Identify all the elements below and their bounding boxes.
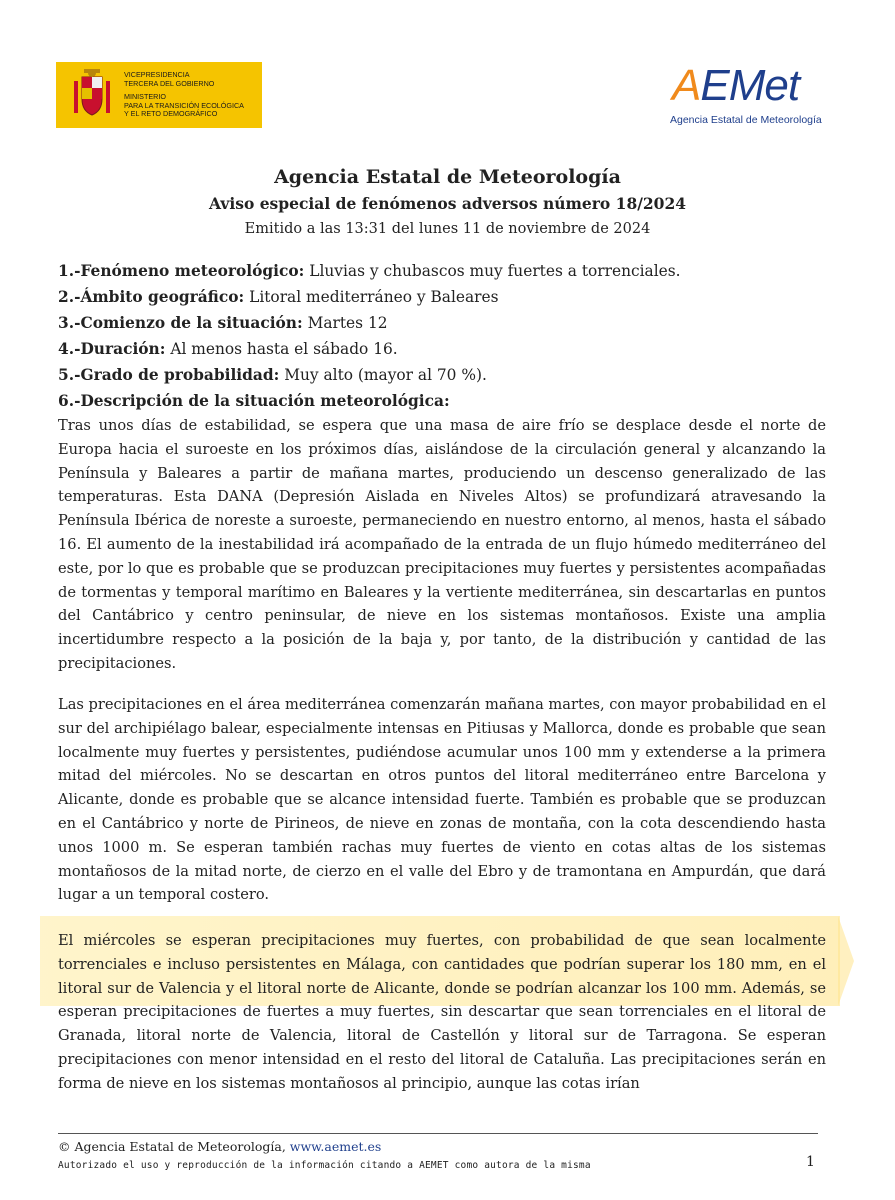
field-start (58, 310, 838, 336)
footer-divider (58, 1133, 818, 1134)
title-block (0, 164, 895, 240)
aemet-wordmark (672, 60, 799, 112)
field-description (58, 388, 838, 414)
warning-subtitle: Aviso especial de fenómenos adversos número 18/2024 (208, 194, 687, 213)
government-logo (56, 62, 262, 128)
field-label: 3.-Comienzo de la situación: (58, 314, 303, 332)
field-value: Al menos hasta el sábado 16. (165, 340, 398, 358)
field-phenomenon (58, 258, 838, 284)
field-value: Litoral mediterráneo y Baleares (244, 288, 499, 306)
aemet-logo-subtitle: Agencia Estatal de Meteorología (670, 114, 822, 126)
footer-notice: Autorizado el uso y reproducción de la información citando a AEMET como autora de la misma (58, 1160, 591, 1171)
warning-fields (58, 258, 838, 414)
footer-copyright (58, 1139, 381, 1155)
highlighter-mark-tip (838, 916, 854, 1006)
paragraph-situation: Tras unos días de estabilidad, se espera que una masa de aire frío se desplace desde el norte de Europa hacia el suroeste en los próximos días, aislándose de la circulación general y alcanzando la Península y Baleares a partir de mañana martes, produciendo un descenso generalizado de las temperaturas. Esta DANA (Depresión Aislada en Niveles Altos) se profundizará atravesando la Península Ibérica de noreste a suroeste, permaneciendo en nuestro entorno, al menos, hasta el sábado 16. El aumento de la inestabilidad irá acompañado de la entrada de un flujo húmedo mediterráneo del este, por lo que es probable que se produzcan precipitaciones muy fuertes y persistentes acompañadas de tormentas y temporal marítimo en Baleares y la vertiente mediterránea, sin descartarlas en puntos del Cantábrico y centro peninsular, de nieve en los sistemas montañosos. Existe una amplia incertidumbre respecto a la posición de la baja y, por tanto, de la distribución y cantidad de las precipitaciones. (58, 417, 826, 672)
field-label: 4.-Duración: (58, 340, 166, 358)
aemet-logo (664, 60, 824, 132)
aemet-website-link[interactable]: www.aemet.es (289, 1139, 382, 1154)
field-duration (58, 336, 838, 362)
aemet-wordmark-rest: EMet (700, 61, 800, 110)
aemet-wordmark-a: A (672, 61, 701, 110)
field-label: 2.-Ámbito geográfico: (58, 288, 245, 306)
issued-date: Emitido a las 13:31 del lunes 11 de noviembre de 2024 (244, 221, 651, 237)
gov-line: Y EL RETO DEMOGRÁFICO (124, 109, 218, 119)
page-number: 1 (806, 1154, 815, 1170)
field-value: Lluvias y chubascos muy fuertes a torrenciales. (304, 262, 681, 280)
field-label: 5.-Grado de probabilidad: (58, 366, 280, 384)
field-value: Martes 12 (302, 314, 388, 332)
field-value: Muy alto (mayor al 70 %). (279, 366, 487, 384)
gov-line: MINISTERIO (124, 92, 166, 102)
copyright-text: © Agencia Estatal de Meteorología, (58, 1139, 290, 1154)
gov-line: TERCERA DEL GOBIERNO (124, 78, 215, 88)
field-label: 1.-Fenómeno meteorológico: (58, 262, 305, 280)
gov-line: VICEPRESIDENCIA (124, 70, 190, 80)
field-area (58, 284, 838, 310)
government-logo-text (124, 71, 244, 118)
paragraph-tuesday: Las precipitaciones en el área mediterránea comenzarán mañana martes, con mayor probabilidad en el sur del archipiélago balear, especialmente intensas en Pitiusas y Mallorca, donde es probable que sean localmente muy fuertes y persistentes, pudiéndose acumular unos 100 mm y extenderse a la primera mitad del miércoles. No se descartan en otros puntos del litoral mediterráneo entre Barcelona y Alicante, donde es probable que se alcance intensidad fuerte. También es probable que se produzcan en el Cantábrico y norte de Pirineos, de nieve en zonas de montaña, con la cota descendiendo hasta unos 1000 m. Se esperan también rachas muy fuertes de viento en cotas altas de los sistemas montañosos de la mitad norte, de cierzo en el valle del Ebro y de tramontana en Ampurdán, que dará lugar a un temporal costero. (58, 696, 826, 904)
paragraph-wednesday: El miércoles se esperan precipitaciones muy fuertes, con probabilidad de que sean localmente torrenciales e incluso persistentes en Málaga, con cantidades que podrían superar los 180 mm, en el litoral sur de Valencia y el litoral norte de Alicante, donde se podrían alcanzar los 100 mm. Además, se esperan precipitaciones de fuertes a muy fuertes, sin descartar que sean torrenciales en el litoral de Granada, litoral norte de Valencia, litoral de Castellón y litoral sur de Tarragona. Se esperan precipitaciones con menor intensidad en el resto del litoral de Cataluña. Las precipitaciones serán en forma de nieve en los sistemas montañosos al principio, aunque las cotas irían (58, 932, 826, 1092)
field-probability (58, 362, 838, 388)
gov-line: PARA LA TRANSICIÓN ECOLÓGICA (124, 100, 244, 110)
field-label: 6.-Descripción de la situación meteorológica: (58, 392, 450, 410)
page-title: Agencia Estatal de Meteorología (274, 166, 621, 188)
coat-of-arms-icon (64, 65, 120, 125)
